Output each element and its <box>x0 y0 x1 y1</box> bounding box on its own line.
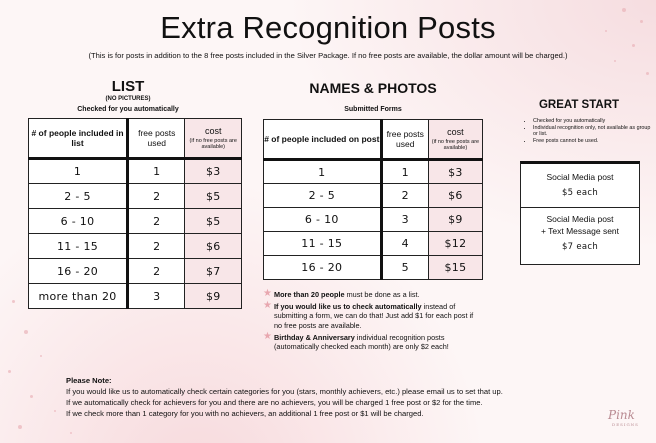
great-start-bullet: • Free posts cannot be used. <box>533 138 651 145</box>
list-cell-free: 1 <box>128 159 185 184</box>
list-cell-people: 16 - 20 <box>29 259 128 284</box>
names-table <box>263 119 483 280</box>
list-col-people-header: # of people included in list <box>29 119 128 159</box>
list-cell-free: 2 <box>128 209 185 234</box>
note-more-than-20 <box>263 290 483 299</box>
names-heading: NAMES & PHOTOS <box>309 80 437 96</box>
names-cell-free: 4 <box>381 232 428 256</box>
great-start-item2-label2: + Text Message sent <box>540 226 620 236</box>
list-cost-note: (if no free posts are available) <box>189 138 237 150</box>
table-row <box>264 232 483 256</box>
names-col-people-header: # of people included on post <box>264 120 382 160</box>
note-birthday-anniversary <box>263 330 483 352</box>
table-header-row <box>29 119 242 159</box>
list-cell-free: 2 <box>128 184 185 209</box>
list-heading: LIST <box>111 78 145 95</box>
list-cell-cost: $6 <box>185 234 242 259</box>
list-cell-people: 11 - 15 <box>29 234 128 259</box>
names-cell-people: 6 - 10 <box>264 208 382 232</box>
list-no-pictures: (NO PICTURES) <box>105 96 151 102</box>
names-cell-cost: $6 <box>428 184 482 208</box>
list-cell-cost: $7 <box>185 259 242 284</box>
table-row <box>29 209 242 234</box>
table-row <box>264 256 483 280</box>
list-cell-people: 6 - 10 <box>29 209 128 234</box>
list-cost-label: cost <box>204 126 222 136</box>
names-cost-note: (if no free posts are available) <box>431 139 480 151</box>
star-icon: ★ <box>263 288 272 299</box>
table-row <box>29 159 242 184</box>
note-check-automatically <box>263 302 483 330</box>
names-cell-people: 2 - 5 <box>264 184 382 208</box>
names-submitted-note: Submitted Forms <box>344 106 402 113</box>
list-cell-free: 2 <box>128 234 185 259</box>
names-cell-people: 1 <box>264 160 382 184</box>
great-start-item1-label: Social Media post <box>546 172 614 182</box>
please-note-line: If we automatically check for achievers for you and there are no achievers, you will be charged 1 free post or $2 for the time. <box>66 398 483 407</box>
list-cell-cost: $9 <box>185 284 242 309</box>
please-note-line: If you would like us to automatically check certain categories for you (stars, monthly achievers, etc.) please email us to set that up. <box>66 387 503 396</box>
table-row <box>264 208 483 232</box>
list-cell-free: 2 <box>128 259 185 284</box>
great-start-bullets <box>522 118 651 144</box>
great-start-item2-label: Social Media post <box>546 214 614 224</box>
great-start-item1-price: $5 each <box>561 188 599 198</box>
list-cell-cost: $5 <box>185 184 242 209</box>
names-cell-free: 1 <box>381 160 428 184</box>
names-col-cost-header <box>428 120 482 160</box>
list-cell-cost: $3 <box>185 159 242 184</box>
list-cell-people: 1 <box>29 159 128 184</box>
table-row <box>264 184 483 208</box>
table-header-row <box>264 120 483 160</box>
names-cell-cost: $9 <box>428 208 482 232</box>
list-cell-cost: $5 <box>185 209 242 234</box>
logo-name: Pink <box>608 408 635 422</box>
table-row <box>29 184 242 209</box>
names-cell-free: 5 <box>381 256 428 280</box>
page-subtitle: (This is for posts in addition to the 8 free posts included in the Silver Package. If no free posts are available, the dollar amount will be charged.) <box>88 51 568 60</box>
note-text: instead of submitting a form, we can do that! Just add $1 for each post if no free posts are available. <box>274 302 474 330</box>
names-cell-cost: $12 <box>428 232 482 256</box>
list-cell-people: more than 20 <box>29 284 128 309</box>
logo <box>608 408 639 427</box>
names-cell-free: 2 <box>381 184 428 208</box>
list-checked-note: Checked for you automatically <box>77 106 179 113</box>
note-text: individual recognition posts (automatically checked each month) are only $2 each! <box>274 332 449 352</box>
great-start-item2-price: $7 each <box>561 242 599 252</box>
table-row <box>29 259 242 284</box>
list-table <box>28 118 242 309</box>
please-note-heading: Please Note: <box>66 376 112 385</box>
great-start-heading: GREAT START <box>538 99 620 111</box>
names-cell-people: 16 - 20 <box>264 256 382 280</box>
great-start-pricing-box <box>520 161 640 265</box>
list-cell-people: 2 - 5 <box>29 184 128 209</box>
names-cell-cost: $15 <box>428 256 482 280</box>
table-row <box>29 234 242 259</box>
names-cell-people: 11 - 15 <box>264 232 382 256</box>
great-start-bullet: • Checked for you automatically <box>533 118 651 125</box>
names-col-free-header: free posts used <box>381 120 428 160</box>
note-bold: Birthday & Anniversary <box>274 332 355 342</box>
page-title: Extra Recognition Posts <box>160 10 496 45</box>
table-row <box>264 160 483 184</box>
names-cell-free: 3 <box>381 208 428 232</box>
table-row <box>29 284 242 309</box>
note-text: must be done as a list. <box>344 290 420 299</box>
names-notes <box>263 290 483 354</box>
star-icon: ★ <box>263 300 272 312</box>
please-note-line: If we check more than 1 category for you with no achievers, an additional 1 free post or $1 will be charged. <box>66 409 424 418</box>
please-note <box>66 375 626 419</box>
names-cost-label: cost <box>447 127 464 137</box>
note-bold: More than 20 people <box>274 290 345 299</box>
names-cell-cost: $3 <box>428 160 482 184</box>
divider <box>521 207 639 208</box>
logo-tagline: DESIGNS <box>612 422 639 427</box>
list-col-cost-header <box>185 119 242 159</box>
great-start-bullet: • Individual recognition only, not available as group or list. <box>533 125 651 138</box>
star-icon: ★ <box>263 330 272 342</box>
note-bold: If you would like us to check automatically <box>274 302 422 312</box>
list-cell-free: 3 <box>128 284 185 309</box>
list-col-free-header: free posts used <box>128 119 185 159</box>
